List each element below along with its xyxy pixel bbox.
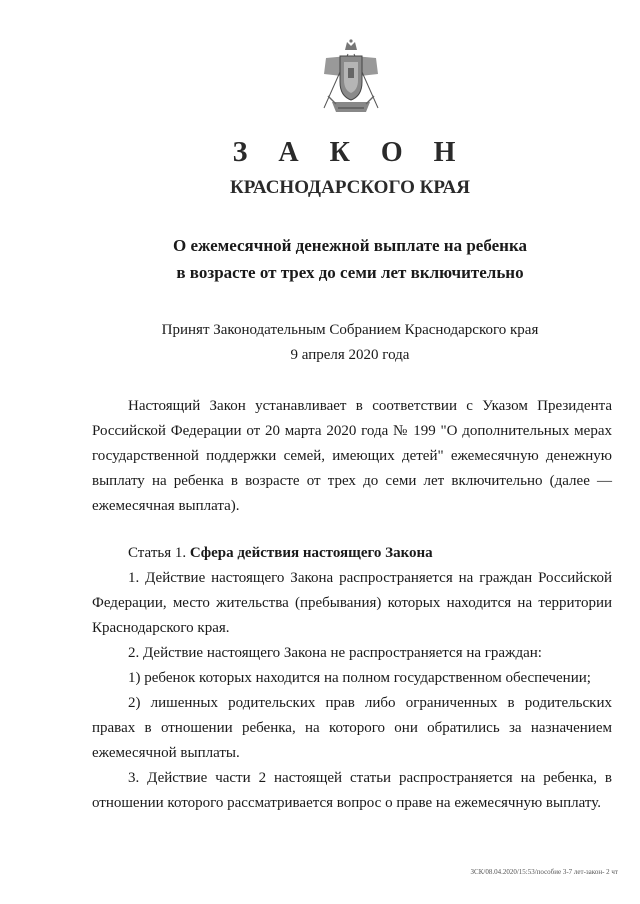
article-label: Статья 1.	[128, 545, 187, 561]
law-subject-line: в возрасте от трех до семи лет включительно	[176, 263, 524, 282]
law-subject	[0, 232, 640, 286]
document-footer-code: ЗСК/08.04.2020/15:53/пособие 3-7 лет-закон- 2 чт	[470, 868, 618, 876]
article-paragraph: 1. Действие настоящего Закона распространяется на граждан Российской Федерации, место жительства (пребывания) которых находится на территории Краснодарского края.	[92, 570, 612, 636]
adoption-info	[0, 318, 640, 368]
article-paragraph: 3. Действие части 2 настоящей статьи распространяется на ребенка, в отношении которого рассматривается вопрос о праве на ежемесячную выплату.	[92, 770, 612, 811]
article-paragraph: 2) лишенных родительских прав либо ограниченных в родительских правах в отношении ребенка, на которого они обратились за назначением ежемесячной выплаты.	[92, 695, 612, 761]
adoption-date: 9 апреля 2020 года	[290, 347, 410, 363]
preamble	[92, 394, 612, 519]
article-1	[92, 541, 612, 816]
article-paragraph: 2. Действие настоящего Закона не распространяется на граждан:	[128, 645, 542, 661]
region-title: КРАСНОДАРСКОГО КРАЯ	[229, 177, 471, 198]
law-subject-line: О ежемесячной денежной выплате на ребенка	[172, 236, 527, 255]
article-title: Сфера действия настоящего Закона	[189, 545, 433, 561]
article-paragraph: 1) ребенок которых находится на полном государственном обеспечении;	[128, 670, 591, 686]
article-heading	[92, 541, 612, 566]
krasnodar-coat-of-arms-icon	[318, 38, 384, 118]
law-title: З А К О Н	[232, 137, 468, 168]
adoption-body: Принят Законодательным Собранием Краснодарского края	[161, 322, 539, 338]
preamble-paragraph: Настоящий Закон устанавливает в соответствии с Указом Президента Российской Федерации от 20 марта 2020 года № 199 "О дополнительных мерах государственной поддержки семей, имеющих детей" ежемесячную денежную выплату на ребенка в возрасте от трех до семи лет включительно (далее — ежемесячная выплата).	[92, 398, 612, 514]
